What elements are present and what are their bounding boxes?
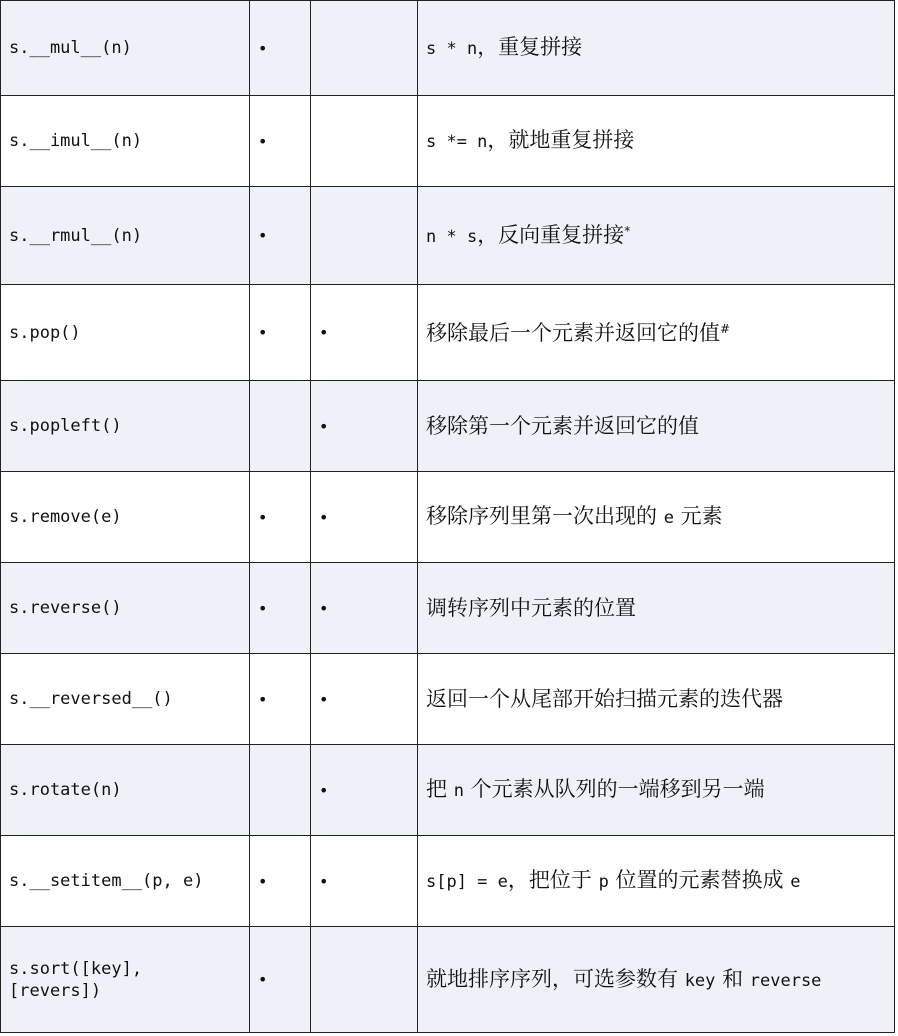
- description-cell: [418, 285, 895, 381]
- description-text: 把: [426, 777, 454, 801]
- description-code: s[p] = e: [426, 872, 508, 892]
- description-text: 就地排序序列，可选参数有: [426, 966, 685, 991]
- description-text: ，重复拼接: [477, 35, 583, 59]
- deque-support-mark: •: [311, 836, 418, 927]
- method-cell: s.popleft(): [1, 381, 250, 472]
- description-code: e: [790, 872, 801, 892]
- method-cell: s.__mul__(n): [1, 1, 250, 96]
- table-row: [1, 1, 895, 96]
- description-code: reverse: [749, 970, 822, 991]
- list-support-mark: •: [250, 1, 311, 96]
- list-support-mark: •: [250, 836, 311, 927]
- description-cell: [418, 654, 895, 745]
- deque-support-mark: •: [311, 381, 418, 472]
- method-cell: s.remove(e): [1, 472, 250, 563]
- description-code: s * n: [426, 39, 478, 59]
- description-text: 返回一个从尾部开始扫描元素的迭代器: [426, 687, 783, 711]
- description-text: ，把位于: [507, 868, 599, 892]
- list-support-mark: •: [250, 187, 311, 285]
- description-text: 位置的元素替换成: [608, 868, 791, 892]
- deque-support-mark: [311, 1, 418, 96]
- table-row: [1, 285, 895, 381]
- method-cell: s.__setitem__(p, e): [1, 836, 250, 927]
- description-cell: [418, 381, 895, 472]
- method-cell: s.__reversed__(): [1, 654, 250, 745]
- table-row: [1, 96, 895, 187]
- table-row: [1, 187, 895, 285]
- method-cell: s.pop(): [1, 285, 250, 381]
- description-cell: [418, 836, 895, 927]
- deque-support-mark: •: [311, 654, 418, 745]
- description-code: s *= n: [426, 132, 488, 152]
- deque-support-mark: [311, 96, 418, 187]
- description-code: n * s: [426, 226, 478, 247]
- list-support-mark: •: [250, 563, 311, 654]
- list-support-mark: [250, 745, 311, 836]
- description-code: e: [663, 508, 674, 528]
- method-cell: s.__rmul__(n): [1, 187, 250, 285]
- list-support-mark: •: [250, 927, 311, 1033]
- description-text: 移除序列里第一次出现的: [426, 504, 664, 528]
- list-support-mark: •: [250, 96, 311, 187]
- footnote-mark: #: [720, 321, 731, 336]
- deque-support-mark: •: [311, 285, 418, 381]
- description-code: key: [684, 970, 716, 991]
- footnote-mark: *: [624, 223, 631, 238]
- description-text: ，就地重复拼接: [487, 128, 635, 152]
- description-text: 调转序列中元素的位置: [426, 596, 636, 620]
- description-cell: [418, 472, 895, 563]
- description-cell: [418, 563, 895, 654]
- table-row: [1, 472, 895, 563]
- description-text: 移除第一个元素并返回它的值: [426, 414, 699, 438]
- description-code: p: [598, 872, 609, 892]
- list-support-mark: [250, 381, 311, 472]
- description-code: n: [453, 781, 464, 801]
- deque-support-mark: •: [311, 745, 418, 836]
- description-cell: [418, 927, 895, 1033]
- deque-support-mark: •: [311, 563, 418, 654]
- description-cell: [418, 1, 895, 96]
- table-row: [1, 563, 895, 654]
- table-row: [1, 381, 895, 472]
- description-cell: [418, 187, 895, 285]
- deque-support-mark: [311, 187, 418, 285]
- method-cell: s.rotate(n): [1, 745, 250, 836]
- description-text: ，反向重复拼接: [477, 222, 625, 247]
- table-row: [1, 836, 895, 927]
- description-text: 移除最后一个元素并返回它的值: [426, 320, 720, 345]
- description-text: 和: [715, 966, 750, 991]
- description-cell: [418, 96, 895, 187]
- method-cell: s.sort([key], [revers]): [1, 927, 250, 1033]
- deque-support-mark: [311, 927, 418, 1033]
- method-cell: s.reverse(): [1, 563, 250, 654]
- table-row: [1, 927, 895, 1033]
- list-support-mark: •: [250, 472, 311, 563]
- deque-support-mark: •: [311, 472, 418, 563]
- method-cell: s.__imul__(n): [1, 96, 250, 187]
- description-cell: [418, 745, 895, 836]
- table-row: [1, 654, 895, 745]
- description-text: 个元素从队列的一端移到另一端: [463, 777, 765, 801]
- list-support-mark: •: [250, 654, 311, 745]
- table-row: [1, 745, 895, 836]
- description-text: 元素: [673, 504, 723, 528]
- list-support-mark: •: [250, 285, 311, 381]
